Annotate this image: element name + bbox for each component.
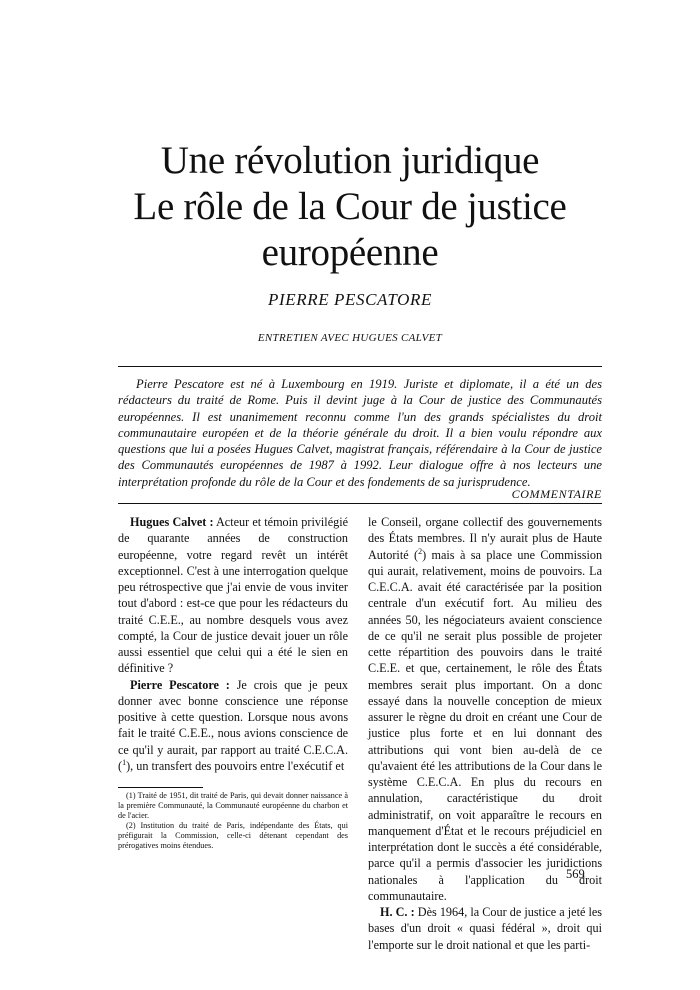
paragraph-text: le bbox=[368, 515, 377, 529]
paragraph-text: au-delà bbox=[523, 742, 560, 757]
paragraph-text: rôle bbox=[531, 661, 551, 676]
paragraph-text: Acteur et témoin privilégié de quarante années de construction européenne, votre regard revêt un intérêt exceptionnel. C'est à une interrogation quelque peu rétrospective que j'ai envie de vous inviter tout d'abord : est-ce que pour les rédacteurs du traité C.E.E., au nombre desquels vous avez compté, la Cour de justice devait jouer un rôle aussi essentiel que celui qui a été le sien en définitive ? bbox=[118, 515, 348, 676]
footnote-ref-1[interactable]: 1 bbox=[122, 757, 127, 767]
paragraph-text: à bbox=[161, 710, 167, 724]
paragraph-text: caractéristique bbox=[446, 791, 518, 806]
paragraph-text: droit bbox=[579, 872, 603, 887]
paragraph-text bbox=[525, 873, 546, 887]
paragraph-text bbox=[475, 678, 483, 692]
paragraph-text bbox=[581, 775, 590, 789]
paragraph-text: Lorsque bbox=[247, 710, 288, 724]
paragraph-text: le bbox=[480, 823, 490, 838]
paragraph-text: de bbox=[557, 531, 569, 546]
paragraph-text: 50, bbox=[405, 612, 421, 627]
paragraph-text: En bbox=[470, 775, 485, 789]
paragraph-text: des bbox=[585, 726, 603, 741]
paragraph-text: système bbox=[368, 775, 408, 789]
body-paragraph-2-cont bbox=[368, 514, 602, 904]
body-paragraph-2 bbox=[118, 677, 348, 775]
paragraph-text: je bbox=[308, 677, 318, 692]
paragraph-text: bien bbox=[491, 742, 513, 757]
paragraph-text: de bbox=[513, 758, 526, 773]
paragraph-text bbox=[576, 726, 586, 740]
paragraph-text bbox=[278, 694, 285, 708]
paragraph-text bbox=[481, 743, 491, 757]
paragraph-text: dans bbox=[567, 758, 591, 773]
footnotes bbox=[118, 791, 348, 851]
title-line-2: Le rôle de la Cour de justice bbox=[133, 185, 567, 228]
paragraph-text: juridictions bbox=[546, 856, 603, 871]
paragraph-text: On bbox=[541, 677, 557, 692]
paragraph-text: attributions bbox=[454, 758, 511, 773]
paragraph-text: lui bbox=[513, 726, 527, 741]
paragraph-text: avaient bbox=[508, 612, 545, 627]
paragraph-text: règne bbox=[418, 710, 446, 724]
footnote-rule bbox=[118, 787, 203, 788]
body-paragraph-1 bbox=[118, 514, 348, 677]
paragraph-text: apparaître bbox=[480, 807, 530, 822]
paragraph-text: droit bbox=[465, 710, 489, 724]
paragraph-text bbox=[513, 743, 523, 757]
paragraph-text: aurait, bbox=[167, 742, 198, 757]
paragraph-text: avions bbox=[244, 726, 276, 741]
paragraph-text: qu'il bbox=[399, 856, 421, 871]
paragraph-text: donnant bbox=[536, 726, 576, 741]
paragraph-text bbox=[152, 694, 159, 708]
paragraph-text: nationales bbox=[368, 872, 418, 887]
body-column-right bbox=[368, 514, 602, 953]
paragraph-text: communautaire. bbox=[368, 888, 447, 903]
paragraph-text: avons bbox=[319, 710, 349, 724]
paragraph-text: par bbox=[528, 580, 544, 594]
paragraph-text bbox=[577, 596, 586, 610]
paragraph-text: l'application bbox=[464, 872, 525, 887]
paragraph-text: relativement, bbox=[422, 563, 487, 578]
paragraph-text: des bbox=[585, 596, 603, 611]
paragraph-text: de bbox=[554, 693, 566, 708]
paragraph-text: qui bbox=[433, 742, 450, 757]
paragraph-text: ce bbox=[384, 628, 396, 643]
page-number: 569 bbox=[566, 867, 585, 881]
paragraph-text: négociateurs bbox=[443, 612, 505, 627]
paragraph-text: milieu bbox=[545, 596, 577, 611]
paragraph-text: des bbox=[368, 531, 385, 546]
paragraph-text bbox=[302, 678, 309, 692]
paragraph-text: pouvoirs. bbox=[539, 563, 586, 578]
paragraph-text: forte bbox=[440, 726, 464, 741]
paragraph-text: ) bbox=[422, 547, 427, 562]
paragraph-text: rapport bbox=[220, 742, 256, 757]
paragraph-text: de bbox=[524, 563, 536, 578]
paragraph-text bbox=[218, 694, 225, 708]
paragraph-text: cette bbox=[368, 645, 392, 659]
paragraph-text: vont bbox=[459, 742, 482, 757]
paragraph-text: années bbox=[368, 612, 402, 627]
paragraph-text: plus bbox=[409, 726, 431, 741]
paragraph-text: Je bbox=[236, 677, 247, 692]
paragraph-text: du bbox=[523, 775, 536, 789]
paragraph-text: conscience bbox=[225, 693, 279, 708]
paragraph-text bbox=[555, 791, 579, 805]
paragraph-text: droit bbox=[578, 791, 602, 806]
paragraph-text bbox=[449, 743, 459, 757]
paragraph-text: collectif bbox=[462, 515, 503, 529]
speaker-label: H. C. : bbox=[380, 905, 415, 919]
paragraph-text: conscience bbox=[548, 612, 603, 627]
paragraph-text: entre bbox=[260, 758, 285, 773]
paragraph-text: de bbox=[368, 628, 380, 643]
paragraph-text: de bbox=[590, 710, 603, 724]
paragraph-text: et bbox=[467, 823, 477, 838]
paragraph-text: bonne bbox=[188, 693, 218, 708]
paragraph-text: plus bbox=[476, 628, 497, 643]
paragraph-text: une bbox=[541, 710, 559, 724]
paragraph-text: le bbox=[560, 645, 570, 659]
paragraph-text: qu'il bbox=[132, 742, 154, 757]
paragraph-text: centrale bbox=[368, 596, 407, 611]
paragraph-text: gouvernements bbox=[527, 515, 603, 529]
paragraph-text bbox=[430, 726, 440, 740]
paragraph-text: une bbox=[285, 693, 304, 708]
paragraph-text: aurait, bbox=[387, 563, 419, 578]
paragraph-text: C.E.C.A. bbox=[368, 580, 413, 594]
paragraph-text: on bbox=[438, 807, 451, 822]
paragraph-text: de bbox=[336, 726, 349, 741]
paragraph-text: considérable, bbox=[537, 840, 603, 854]
paragraph-text: plus bbox=[532, 531, 553, 546]
paragraph-text: traité bbox=[150, 726, 176, 741]
paragraph-text: les bbox=[425, 612, 439, 627]
paragraph-text: ce bbox=[591, 742, 603, 757]
paragraph-text: manquement bbox=[368, 823, 431, 838]
paragraph-text bbox=[514, 775, 523, 789]
paragraph-text: mieux bbox=[571, 693, 603, 708]
paragraph-text: le bbox=[534, 807, 544, 822]
paragraph-text: n'y bbox=[481, 531, 496, 546]
paragraph-text: le bbox=[462, 840, 472, 854]
paragraph-text: en bbox=[590, 775, 603, 789]
paragraph-text: le bbox=[137, 726, 147, 741]
paragraph-text bbox=[484, 775, 493, 789]
paragraph-text: préjudiciel bbox=[534, 823, 587, 838]
paragraph-text: au bbox=[259, 742, 271, 757]
paragraph-text bbox=[444, 873, 465, 887]
paragraph-text bbox=[424, 743, 434, 757]
paragraph-text: projeter bbox=[564, 628, 602, 643]
paragraph-text: des bbox=[195, 758, 212, 773]
paragraph-text bbox=[413, 678, 421, 692]
paragraph-text: Cour bbox=[540, 758, 565, 773]
paragraph-text: membres. bbox=[417, 531, 466, 546]
body-paragraph-3 bbox=[368, 904, 602, 953]
paragraph-text: avait bbox=[417, 580, 442, 594]
paragraph-text: du bbox=[449, 710, 462, 724]
paragraph-text: répartition bbox=[398, 645, 450, 659]
paragraph-text: voit bbox=[456, 807, 476, 822]
paragraph-text: et bbox=[405, 661, 415, 676]
paragraph-text: les bbox=[527, 856, 542, 871]
paragraph-text: en bbox=[590, 823, 603, 838]
paragraph-text: ), bbox=[126, 758, 134, 773]
paragraph-text bbox=[504, 726, 514, 740]
paragraph-text: dans bbox=[405, 693, 428, 708]
title-line-1: Une révolution juridique bbox=[160, 139, 540, 182]
paragraph-text: par bbox=[201, 742, 217, 757]
paragraph-text bbox=[447, 678, 455, 692]
abstract-bottom-rule bbox=[118, 503, 602, 504]
paragraph-text bbox=[569, 645, 577, 659]
paragraph-text: les bbox=[438, 758, 452, 773]
paragraph-text: mais bbox=[431, 547, 455, 562]
paragraph-text: moins bbox=[490, 563, 521, 578]
paragraph-text: nous bbox=[217, 726, 241, 741]
paragraph-text: recours bbox=[493, 823, 530, 838]
paragraph-text: de bbox=[569, 742, 581, 757]
paragraph-text bbox=[391, 645, 399, 659]
paragraph-text: exécutif bbox=[444, 596, 485, 611]
paragraph-text bbox=[523, 645, 531, 659]
paragraph-text: la bbox=[528, 758, 538, 773]
paragraph-text: États bbox=[388, 531, 414, 546]
paragraph-text: avec bbox=[158, 693, 182, 708]
paragraph-text: que, bbox=[419, 661, 441, 676]
paragraph-text: été bbox=[446, 580, 461, 594]
paragraph-text: d'État bbox=[435, 823, 464, 838]
paragraph-text: en bbox=[492, 726, 504, 741]
paragraph-text bbox=[473, 645, 481, 659]
paragraph-text: dans bbox=[530, 645, 554, 659]
paragraph-text bbox=[534, 678, 542, 692]
paragraph-text: nous bbox=[292, 710, 316, 724]
paragraph-text: donner bbox=[118, 693, 152, 708]
paragraph-text: qu'avaient bbox=[368, 758, 418, 773]
paragraph-text: des bbox=[507, 515, 524, 529]
paragraph-text: traité bbox=[577, 645, 603, 659]
paragraph-text: des bbox=[555, 661, 573, 676]
paragraph-text: des bbox=[456, 645, 474, 659]
paragraph-text: ( bbox=[118, 758, 123, 773]
paragraph-text bbox=[461, 775, 470, 789]
paragraph-text bbox=[463, 726, 473, 740]
paragraph-text: un bbox=[136, 758, 149, 773]
paragraph-text: Haute bbox=[572, 531, 603, 546]
article-title bbox=[60, 138, 640, 276]
paragraph-text: administratif, bbox=[368, 807, 434, 822]
paragraph-text: à bbox=[438, 872, 444, 887]
paragraph-text: aurait bbox=[500, 531, 528, 546]
interview-line: ENTRETIEN AVEC HUGUES CALVET bbox=[257, 332, 443, 344]
paragraph-text: Autorité bbox=[368, 547, 409, 562]
footnote-ref-2[interactable]: 2 bbox=[418, 546, 423, 556]
paragraph-text bbox=[514, 596, 522, 610]
paragraph-text: organe bbox=[425, 515, 459, 529]
paragraph-text: plus bbox=[493, 775, 515, 789]
paragraph-text: C.E.C.A. bbox=[416, 775, 462, 789]
footnote-1: (1) Traité de 1951, dit traité de Paris, qui devait donner naissance à la première Communauté, la Communauté européenne du charbon et de l'acier. bbox=[118, 791, 348, 820]
paragraph-text: de bbox=[547, 628, 559, 643]
paragraph-text: interprétation bbox=[368, 840, 434, 854]
paragraph-text: justice bbox=[368, 726, 400, 741]
title-line-3: européenne bbox=[261, 231, 439, 274]
paragraph-text: ce bbox=[118, 742, 129, 757]
paragraph-text: y bbox=[157, 742, 164, 757]
footnote-2: (2) Institution du traité de Paris, indépendante des États, qui préfigurait la Commission, celle-ci détenant cependant des prérogatives moins étendues. bbox=[118, 821, 348, 850]
paragraph-text bbox=[559, 743, 569, 757]
paragraph-text: Dès 1964, la Cour de justice a jeté les bases d'un droit « quasi fédéral », droit qui l'emporte sur le droit national et que les parti- bbox=[368, 905, 603, 952]
paragraph-text: fait bbox=[118, 726, 135, 741]
paragraph-text: C.E.E., bbox=[178, 726, 214, 741]
paragraph-text: sa bbox=[470, 547, 481, 562]
paragraph-text: question. bbox=[198, 710, 244, 724]
paragraph-text: C.E.C.A. bbox=[303, 742, 349, 757]
paragraph-text: place bbox=[486, 547, 513, 562]
paragraph-text bbox=[230, 678, 237, 692]
paragraph-text: ne bbox=[427, 628, 440, 643]
paragraph-text: en bbox=[590, 807, 603, 822]
paragraph-text: caractérisée bbox=[465, 580, 524, 594]
paragraph-text: du bbox=[542, 791, 555, 806]
paragraph-text: essayé bbox=[368, 693, 400, 708]
paragraph-text: assurer bbox=[368, 710, 403, 724]
paragraph-text: cette bbox=[171, 710, 195, 724]
paragraph-text bbox=[247, 678, 254, 692]
paragraph-text: serait bbox=[420, 677, 448, 692]
paragraph-text: conception bbox=[495, 693, 549, 708]
paragraph-text bbox=[536, 775, 545, 789]
paragraph-text: parce bbox=[368, 856, 395, 871]
paragraph-text: La bbox=[589, 563, 603, 578]
paragraph-text: la bbox=[548, 580, 558, 594]
paragraph-text bbox=[400, 726, 410, 740]
paragraph-text: été bbox=[420, 758, 435, 773]
body-column-left bbox=[118, 514, 348, 774]
paragraph-text bbox=[449, 645, 457, 659]
paragraph-text: crois bbox=[253, 677, 278, 692]
paragraph-text: pouvoirs bbox=[480, 645, 524, 659]
paragraph-text: le bbox=[593, 758, 603, 773]
paragraph-text bbox=[407, 775, 416, 789]
abstract-top-rule bbox=[118, 366, 602, 367]
paragraph-text bbox=[553, 645, 561, 659]
author-name: PIERRE PESCATORE bbox=[268, 290, 432, 309]
paragraph-text: Cour bbox=[562, 710, 587, 724]
paragraph-text: à bbox=[459, 547, 466, 562]
paragraph-text: la bbox=[433, 693, 443, 708]
paragraph-text: a bbox=[425, 856, 432, 871]
paragraph-text: recours bbox=[549, 807, 586, 822]
paragraph-text: Au bbox=[521, 596, 537, 611]
paragraph-text: annulation, bbox=[368, 791, 423, 806]
paragraph-text: que bbox=[284, 677, 302, 692]
paragraph-text: une bbox=[517, 547, 536, 562]
rubric-label: COMMENTAIRE bbox=[511, 487, 602, 501]
paragraph-text bbox=[417, 873, 438, 887]
paragraph-text: conscience bbox=[279, 726, 334, 741]
paragraph-text: a bbox=[510, 840, 516, 854]
paragraph-text: l'exécutif bbox=[287, 758, 333, 773]
paragraph-text bbox=[557, 678, 565, 692]
paragraph-text: positive bbox=[118, 710, 157, 724]
paragraph-text: qui bbox=[368, 563, 384, 578]
paragraph-text: pouvoirs bbox=[214, 758, 258, 773]
paragraph-text: possible bbox=[501, 628, 542, 643]
paragraph-text: d'associer bbox=[475, 856, 523, 871]
paragraph-text: en bbox=[492, 710, 504, 724]
paragraph-text: C.E.E. bbox=[368, 661, 401, 676]
paragraph-text: créant bbox=[507, 710, 538, 724]
paragraph-text: succès bbox=[475, 840, 507, 854]
paragraph-text: plus bbox=[455, 677, 476, 692]
paragraph-text: et bbox=[473, 726, 483, 741]
speaker-label: Hugues Calvet : bbox=[130, 515, 214, 529]
paragraph-text: recours bbox=[545, 775, 582, 789]
paragraph-text: a bbox=[564, 677, 571, 692]
paragraph-text: le bbox=[517, 661, 527, 676]
paragraph-text bbox=[436, 596, 445, 610]
paragraph-text: serait bbox=[444, 628, 471, 643]
paragraph-text bbox=[423, 791, 447, 805]
paragraph-text: réponse bbox=[310, 693, 349, 708]
paragraph-text: traité bbox=[274, 742, 300, 757]
paragraph-text bbox=[527, 726, 537, 740]
paragraph-text: et bbox=[335, 758, 345, 773]
paragraph-text: certainement, bbox=[445, 661, 512, 676]
paragraph-text: dont bbox=[437, 840, 459, 854]
paragraph-text bbox=[482, 726, 492, 740]
paragraph-text: transfert bbox=[151, 758, 193, 773]
paragraph-text bbox=[581, 743, 591, 757]
paragraph-text: Il bbox=[469, 531, 477, 546]
paragraph-text: été bbox=[519, 840, 534, 854]
paragraph-text: attributions bbox=[368, 742, 424, 757]
paragraph-text: donc bbox=[578, 677, 603, 692]
paragraph-text bbox=[537, 596, 546, 610]
paragraph-text: Commission bbox=[540, 547, 603, 562]
paragraph-text bbox=[518, 791, 542, 805]
paragraph-text: nouvelle bbox=[447, 693, 490, 708]
paragraph-text: le bbox=[406, 710, 416, 724]
abstract: Pierre Pescatore est né à Luxembourg en 1919. Juriste et diplomate, il a été un des rédacteurs du traité de Rome. Puis il devint juge à la Cour de justice des Communautés européennes. Il est unanimement reconnu comme l'un des grands spécialistes du droit communautaire européen et de la théorie générale du droit. Il a bien voulu répondre aux questions que lui a posées Hugues Calvet, magistrat français, référendaire à la Cour de justice des Communautés européennes de 1987 à 1992. Leur dialogue offre à nos lecteurs une interprétation profonde du rôle de la Cour et des fondements de sa jurisprudence. bbox=[118, 377, 602, 489]
paragraph-text bbox=[484, 596, 493, 610]
paragraph-text: ( bbox=[414, 547, 419, 562]
paragraph-text: États bbox=[577, 661, 603, 676]
paragraph-text: qu'il bbox=[401, 628, 423, 643]
speaker-label: Pierre Pescatore : bbox=[130, 677, 230, 692]
paragraph-text: d'un bbox=[415, 596, 436, 611]
paragraph-text: peux bbox=[324, 677, 349, 692]
paragraph-text: fort. bbox=[493, 596, 514, 611]
paragraph-text: Conseil, bbox=[381, 515, 422, 529]
paragraph-text: permis bbox=[436, 856, 470, 871]
paragraph-text: position bbox=[562, 580, 603, 594]
paragraph-text: du bbox=[545, 872, 558, 887]
paragraph-text: important. bbox=[483, 677, 534, 692]
paragraph-text: membres bbox=[368, 677, 413, 692]
